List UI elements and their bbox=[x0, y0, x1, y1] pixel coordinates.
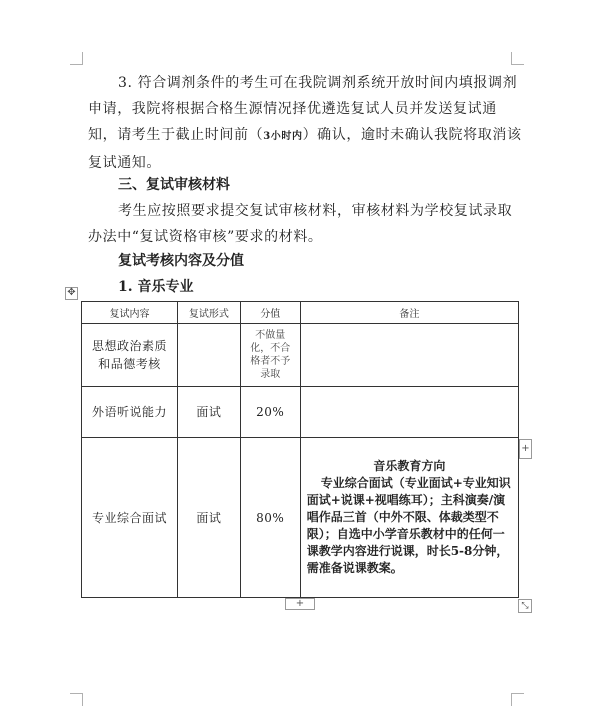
cell-form[interactable]: 面试 bbox=[177, 438, 240, 598]
plus-icon: + bbox=[521, 443, 530, 454]
header-form[interactable]: 复试形式 bbox=[177, 302, 240, 324]
cell-note[interactable] bbox=[300, 387, 518, 438]
cell-content[interactable]: 外语听说能力 bbox=[82, 387, 178, 438]
note-body: 专业综合面试（专业面试+专业知识面试+说课+视唱练耳）；主科演奏/演唱作品三首（中外不限、体裁类型不限）；自选中小学音乐教材中的任何一课教学内容进行说课，时长5-8分钟，需准备说课教案。 bbox=[306, 476, 511, 575]
content-score-heading[interactable]: 复试考核内容及分值 bbox=[118, 253, 244, 269]
cell-form[interactable] bbox=[177, 324, 240, 387]
cell-score[interactable]: 20% bbox=[240, 387, 300, 438]
table-row bbox=[82, 387, 519, 438]
cell-form[interactable]: 面试 bbox=[177, 387, 240, 438]
cell-content[interactable] bbox=[82, 324, 178, 387]
crop-mark-bottom-right bbox=[511, 693, 524, 706]
note-title: 音乐教育方向 bbox=[373, 459, 446, 473]
header-content[interactable]: 复试内容 bbox=[82, 302, 178, 324]
table-row bbox=[82, 438, 519, 598]
cell-score[interactable] bbox=[240, 324, 300, 387]
add-row-button[interactable] bbox=[285, 598, 315, 610]
header-score[interactable]: 分值 bbox=[240, 302, 300, 324]
plus-icon: + bbox=[295, 598, 305, 609]
music-major-heading[interactable]: 1. 音乐专业 bbox=[118, 279, 194, 295]
exam-table[interactable] bbox=[81, 301, 519, 598]
paragraph-adjustment-rules[interactable] bbox=[88, 70, 524, 176]
crop-mark-bottom-left bbox=[70, 693, 83, 706]
move-icon: ✥ bbox=[67, 287, 76, 298]
add-column-button[interactable] bbox=[519, 439, 532, 459]
table-resize-handle[interactable] bbox=[518, 599, 532, 613]
cell-content[interactable]: 专业综合面试 bbox=[82, 438, 178, 598]
crop-mark-top-left bbox=[70, 52, 83, 65]
cell-note[interactable] bbox=[300, 438, 518, 598]
para1-text-a: 3. 符合调剂条件的考生可在我院调剂系统开放时间内填报调剂申请，我院将根据合格生源情况择优遴选复试人员并发送复试通知，请考生于截止时间前（ bbox=[88, 75, 518, 143]
table-header-row bbox=[82, 302, 519, 324]
cell-score-text: 不做量化，不合格者不予录取 bbox=[250, 330, 291, 380]
resize-icon: ⤡ bbox=[521, 601, 529, 611]
paragraph-materials[interactable]: 考生应按照要求提交复试审核材料，审核材料为学校复试录取办法中“复试资格审核”要求的材料。 bbox=[88, 203, 513, 245]
header-note[interactable]: 备注 bbox=[300, 302, 518, 324]
cell-note[interactable] bbox=[300, 324, 518, 387]
para1-deadline: 3小时内 bbox=[263, 131, 303, 142]
crop-mark-top-right bbox=[511, 52, 524, 65]
cell-content-text: 思想政治素质和品德考核 bbox=[91, 339, 167, 371]
para1-text-b: ）确认，逾时未确认我院将取消该复试通知。 bbox=[88, 127, 522, 171]
table-row bbox=[82, 324, 519, 387]
cell-score[interactable]: 80% bbox=[240, 438, 300, 598]
table-move-handle[interactable] bbox=[65, 287, 78, 300]
section3-heading[interactable]: 三、复试审核材料 bbox=[118, 177, 230, 193]
